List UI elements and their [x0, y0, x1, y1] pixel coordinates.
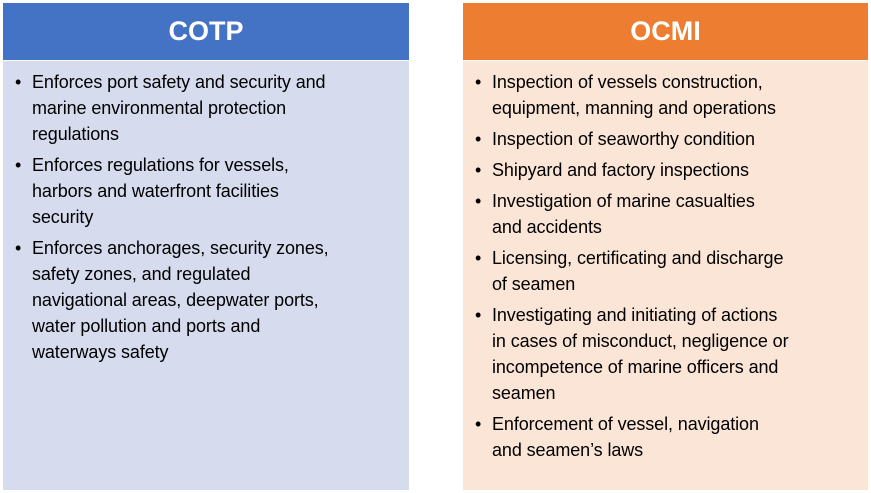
list-item-line: in cases of misconduct, negligence or [492, 331, 789, 351]
cotp-header: COTP [3, 3, 409, 60]
list-item-line: and seamen’s laws [492, 440, 644, 460]
list-item-line: incompetence of marine officers and [492, 357, 779, 377]
bullet-icon: • [475, 160, 482, 180]
list-item-line: Enforces anchorages, security zones, [32, 238, 329, 258]
bullet-icon: • [475, 129, 482, 149]
list-item [15, 69, 401, 147]
list-item [15, 152, 401, 230]
cotp-body [3, 61, 409, 490]
bullet-icon: • [15, 155, 22, 175]
list-item [15, 235, 401, 365]
list-item [475, 411, 860, 463]
bullet-icon: • [475, 414, 482, 434]
list-item [475, 69, 860, 121]
list-item-line: equipment, manning and operations [492, 98, 776, 118]
list-item-line: Enforces regulations for vessels, [32, 155, 289, 175]
list-item-line: Shipyard and factory inspections [492, 160, 749, 180]
ocmi-header: OCMI [463, 3, 868, 60]
list-item-line: security [32, 207, 94, 227]
list-item-line: harbors and waterfront facilities [32, 181, 279, 201]
list-item-line: seamen [492, 383, 556, 403]
list-item [475, 126, 860, 152]
ocmi-panel [463, 3, 868, 490]
list-item-line: waterways safety [32, 342, 169, 362]
list-item-line: Inspection of vessels construction, [492, 72, 763, 92]
list-item-line: of seamen [492, 274, 576, 294]
cotp-list [15, 69, 401, 365]
bullet-icon: • [15, 238, 22, 258]
list-item-line: safety zones, and regulated [32, 264, 251, 284]
bullet-icon: • [475, 72, 482, 92]
list-item-line: and accidents [492, 217, 602, 237]
ocmi-list [475, 69, 860, 463]
list-item-line: water pollution and ports and [32, 316, 261, 336]
list-item-line: navigational areas, deepwater ports, [32, 290, 319, 310]
bullet-icon: • [475, 248, 482, 268]
bullet-icon: • [15, 72, 22, 92]
list-item-line: Enforcement of vessel, navigation [492, 414, 759, 434]
list-item-line: Investigating and initiating of actions [492, 305, 778, 325]
bullet-icon: • [475, 305, 482, 325]
list-item [475, 245, 860, 297]
ocmi-body [463, 61, 868, 490]
bullet-icon: • [475, 191, 482, 211]
cotp-panel [3, 3, 409, 490]
list-item-line: Licensing, certificating and discharge [492, 248, 784, 268]
list-item [475, 188, 860, 240]
list-item [475, 157, 860, 183]
list-item-line: Investigation of marine casualties [492, 191, 755, 211]
list-item [475, 302, 860, 406]
list-item-line: Enforces port safety and security and [32, 72, 326, 92]
list-item-line: regulations [32, 124, 119, 144]
list-item-line: marine environmental protection [32, 98, 287, 118]
list-item-line: Inspection of seaworthy condition [492, 129, 755, 149]
